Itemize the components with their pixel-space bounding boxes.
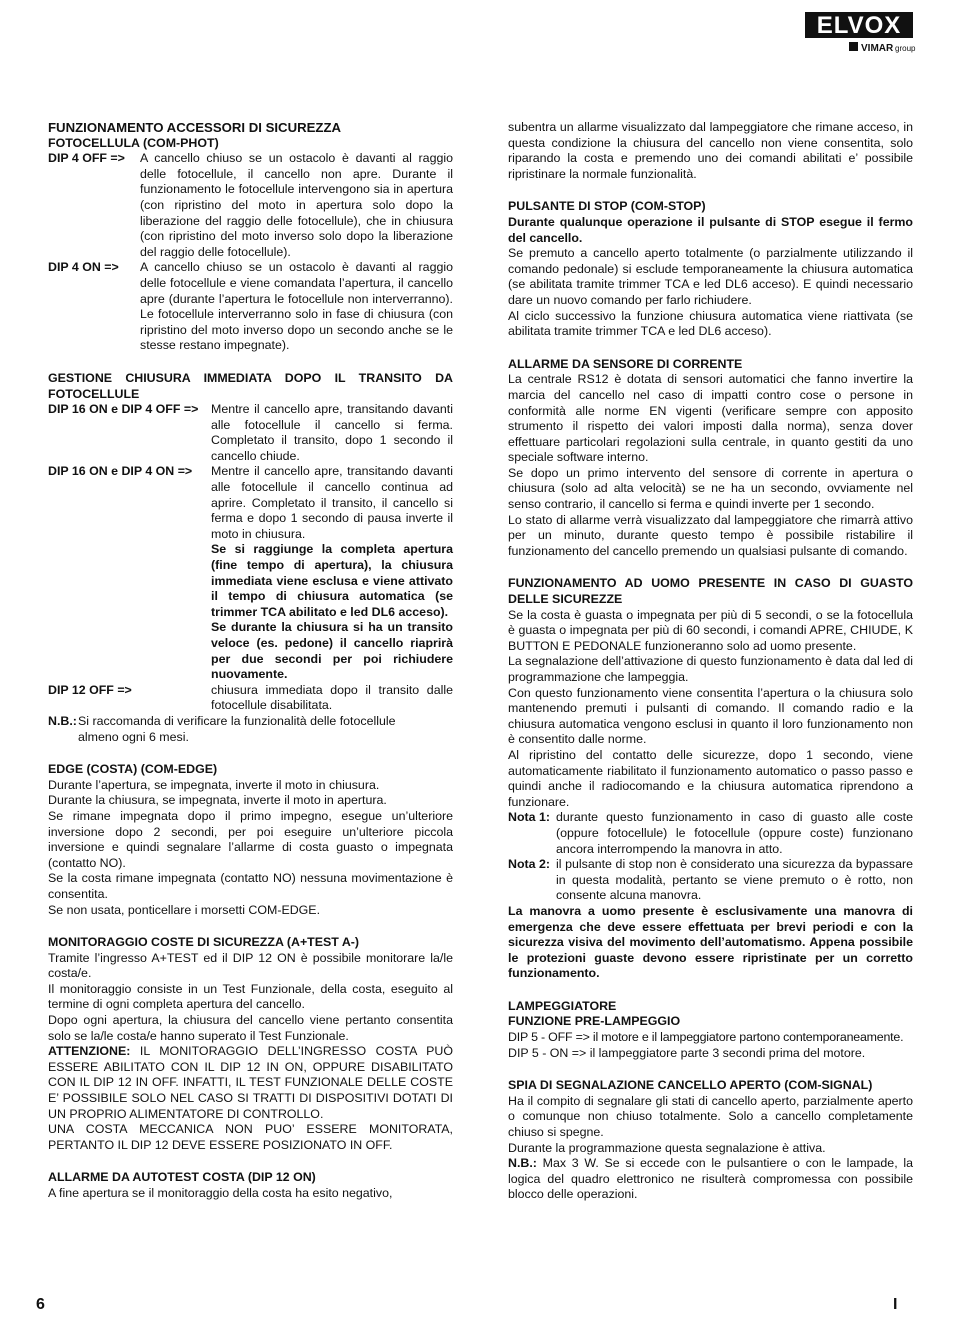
stop-p1: Se premuto a cancello aperto totalmente (o parzialmente utilizzando il comando pedonale) si esclude temporaneamente la chiusura automatica (se abilitata tramite trimmer TCA e led DL6 acceso). E quindi necessario dare un nuovo comando per farlo richiudere.: [508, 246, 913, 307]
uomo-presente-heading: FUNZIONAMENTO AD UOMO PRESENTE IN CASO DI GUASTO DELLE SICUREZZE: [508, 576, 913, 607]
dip4-off-label: DIP 4 OFF =>: [48, 151, 125, 166]
fotocellula-heading: FOTOCELLULA (COM-PHOT): [48, 135, 219, 150]
page-language: I: [893, 1296, 898, 1313]
monitoraggio-p5: UNA COSTA MECCANICA NON PUO’ ESSERE MONITORATA, PERTANTO IL DIP 12 DEVE ESSERE POSIZIONATO IN OFF.: [48, 1122, 453, 1152]
spia-nb-text: Max 3 W. Se si eccede con le pulsantiere o con le lampade, la logica del quadro elettronico ne risulterà compromessa con possibile blocco delle operazioni.: [508, 1156, 913, 1202]
nota2-text: il pulsante di stop non è considerato una sicurezza da bypassare in questa modalità, pertanto se viene premuto o è rotto, non consente alcuna manovra.: [556, 857, 913, 903]
nb-text-2: almeno ogni 6 mesi.: [78, 729, 189, 744]
allarme-autotest-heading: ALLARME DA AUTOTEST COSTA (DIP 12 ON): [48, 1170, 316, 1185]
elvox-vimar-logo: [805, 10, 916, 56]
spia-p1: Ha il compito di segnalare gli stati di cancello aperto, parzialmente aperto o comunque non chiuso totalmente. Solo a cancello completamente chiuso si spegne.: [508, 1093, 913, 1140]
logo-vimar-text: VIMAR: [861, 43, 894, 54]
attenzione-label: ATTENZIONE:: [48, 1044, 131, 1059]
right-column: [508, 120, 913, 1203]
left-column: [48, 120, 453, 1202]
nb-label: N.B.:: [48, 713, 77, 728]
allarme-corrente-p1: La centrale RS12 è dotata di sensori automatici che fanno invertire la marcia del cancello nel caso di impatti contro cose o persone in conformità alle norme EN vigenti (verificare sempre con apposito strumento il rispetto dei valori imposti dalla norma), senza dover effettuare particolari regolazioni sulla centrale, in quanto gestiti da uno speciale software interno.: [508, 372, 913, 465]
logo-group-text: group: [895, 44, 916, 53]
uomo-presente-bold: La manovra a uomo presente è esclusivamente una manovra di emergenza che deve essere effettuata per brevi periodi e con la sicurezza visiva del movimento dell’automatismo. Appena possibile le protezioni guaste devono essere ripristinate per un corretto funzionamento.: [508, 903, 913, 981]
spia-heading: SPIA DI SEGNALAZIONE CANCELLO APERTO (COM-SIGNAL): [508, 1078, 873, 1093]
monitoraggio-p2: Il monitoraggio consiste in un Test Funzionale, della costa, eseguito al termine di ogni completa apertura del cancello.: [48, 981, 453, 1012]
stop-bold: Durante qualunque operazione il pulsante di STOP esegue il fermo del cancello.: [508, 214, 913, 245]
dip16on-dip4off-text: Mentre il cancello apre, transitando davanti alle fotocellule il cancello si ferma. Completato il transito, dopo 1 secondo il cancello chiude.: [211, 402, 453, 463]
nb-text: Si raccomanda di verificare la funzionalità delle fotocellule: [78, 713, 396, 728]
allarme-corrente-p3: Lo stato di allarme verrà visualizzato dal lampeggiatore che rimarrà attivo per un minuto, durante questo tempo è possibile ristabilire il funzionamento del cancello premendo un qualsiasi pulsante di comando.: [508, 512, 913, 558]
dip4-on-label: DIP 4 ON =>: [48, 260, 119, 275]
edge-p4: Se la costa rimane impegnata (contatto NO) nessuna movimentazione è consentita.: [48, 871, 453, 901]
lampeggiatore-p1: DIP 5 - OFF => il motore e il lampeggiatore partono contemporaneamente.: [508, 1030, 904, 1045]
allarme-corrente-p2: Se dopo un primo intervento del sensore di corrente in apertura o chiusura (solo ad alta velocità) se ne ha un secondo, ovviamente nel senso contrario, il cancello si ferma e quindi inverte per 1 secondo.: [508, 465, 913, 512]
dip16on-dip4off-row: [48, 402, 453, 464]
allarme-corrente-heading: ALLARME DA SENSORE DI CORRENTE: [508, 356, 743, 371]
attenzione-text: IL MONITORAGGIO DELL’INGRESSO COSTA PUÒ ESSERE ABILITATO CON IL DIP 12 IN ON, OPPURE DISABILITATO CON IL DIP 12 IN OFF. INFATTI, IL TEST FUNZIONALE DELLE COSTE E’ POSSIBILE SOLO NEL CASO SI TRATTI DI DISPOSITIVI DOTATI DI UN PROPRIO ALIMENTATORE DI CONTROLLO.: [48, 1044, 453, 1121]
spia-p2: Durante la programmazione questa segnalazione è attiva.: [508, 1140, 826, 1155]
edge-p3: Se rimane impegnata dopo il primo impegno, esegue un’ulteriore inversione dopo 2 secondi, per poi eseguire un’ulteriore piccola inversione e quindi segnalare l’allarme di costa guasto o impegnata (contatto NO).: [48, 808, 453, 870]
dip4-on-row: [48, 260, 453, 354]
nota2-label: Nota 2:: [508, 857, 550, 872]
nota1-label: Nota 1:: [508, 810, 550, 825]
dip12-off-row: [48, 683, 453, 714]
uomo-presente-p2: La segnalazione dell’attivazione di questo funzionamento è data dal led di programmazione che lampeggia.: [508, 654, 913, 684]
nb-row: [48, 714, 453, 730]
gestione-heading: GESTIONE CHIUSURA IMMEDIATA DOPO IL TRANSITO DA FOTOCELLULE: [48, 370, 453, 401]
dip4-off-row: [48, 151, 453, 260]
monitoraggio-p1: Tramite l’ingresso A+TEST ed il DIP 12 ON è possibile monitorare la/le costa/e.: [48, 950, 453, 981]
monitoraggio-heading: MONITORAGGIO COSTE DI SICUREZZA (A+TEST A-): [48, 935, 360, 950]
dip4-off-text: A cancello chiuso se un ostacolo è davanti al raggio delle fotocellule, il cancello non apre. Durante il funzionamento le fotocellule intervengono sia in apertura (con ripristino del moto in apertura solo dopo la liberazione del raggio delle fotocellule), che in chiusura (con ripristino del moto inverso solo dopo la liberazione del raggio delle fotocellule).: [140, 151, 453, 259]
nota1-text: durante questo funzionamento in caso di guasto alle coste (oppure fotocellule) le fotocellule (oppure coste) funzionano ancora interrompendo la manovra in atto.: [556, 810, 913, 856]
edge-p5: Se non usata, ponticellare i morsetti COM-EDGE.: [48, 902, 321, 917]
lampeggiatore-heading: LAMPEGGIATORE: [508, 998, 617, 1013]
uomo-presente-p4: Al ripristino del contatto delle sicurezze, dopo 1 secondo, viene automaticamente riabilitato il funzionamento automatico o passo passo e quindi anche il radiocomando e la chiusura automatica riprendono a funzionare.: [508, 747, 913, 809]
attenzione-paragraph: [48, 1044, 453, 1122]
section-title: FUNZIONAMENTO ACCESSORI DI SICUREZZA: [48, 120, 342, 135]
logo-brand-text: ELVOX: [816, 12, 902, 39]
stop-p2: Al ciclo successivo la funzione chiusura automatica viene riattivata (se abilitata tramite trimmer TCA e led DL6 acceso).: [508, 308, 913, 339]
dip16on-dip4on-label: DIP 16 ON e DIP 4 ON =>: [48, 464, 193, 479]
allarme-autotest-p1: A fine apertura se il monitoraggio della costa ha esito negativo,: [48, 1186, 393, 1200]
pre-lampeggio-heading: FUNZIONE PRE-LAMPEGGIO: [508, 1014, 681, 1029]
dip16on-dip4off-label: DIP 16 ON e DIP 4 OFF =>: [48, 402, 199, 417]
gestione-bold-1: Se si raggiunge la completa apertura (fine tempo di apertura), la chiusura immediata viene esclusa e viene attivato il tempo di chiusura automatica (se trimmer TCA abilitato e led DL6 acceso).: [211, 542, 453, 619]
dip16on-dip4on-row: [48, 464, 453, 682]
dip12-off-label: DIP 12 OFF =>: [48, 682, 132, 697]
right-intro: subentra un allarme visualizzato dal lampeggiatore che rimane acceso, in questa condizione la chiusura del cancello non viene consentita, solo riparando la costa e premendo uno dei comandi abilitati e’ possibile ripristinare la normale funzionalità.: [508, 120, 913, 181]
spia-nb-label: N.B.:: [508, 1156, 537, 1171]
gestione-bold-2: Se durante la chiusura si ha un transito veloce (es. pedone) il cancello riaprirà per due secondi per poi richiudere nuovamente.: [211, 620, 453, 682]
uomo-presente-p1: Se la costa è guasta o impegnata per più di 5 secondi, o se la fotocellula è guasta o impegnata per più di 60 secondi, i comandi APRE, CHIUDE, K BUTTON E PEDONALE funzioneranno solo ad uomo presente.: [508, 607, 913, 653]
edge-p2: Durante la chiusura, se impegnata, inverte il moto in apertura.: [48, 793, 387, 808]
edge-heading: EDGE (COSTA) (COM-EDGE): [48, 762, 218, 777]
stop-heading: PULSANTE DI STOP (COM-STOP): [508, 199, 706, 214]
page-number: 6: [36, 1296, 45, 1313]
nota1-row: [508, 810, 913, 857]
dip4-on-text: A cancello chiuso se un ostacolo è davanti al raggio delle fotocellule e viene comandata l’apertura, il cancello apre (durante l’apertura le fotocellule non interverranno). Le fotocellule interverranno solo in fase di chiusura (con ripristino del moto inverso dopo un secondo anche se le stesse restano impegnate).: [140, 260, 453, 353]
lampeggiatore-p2: DIP 5 - ON => il lampeggiatore parte 3 secondi prima del motore.: [508, 1045, 866, 1060]
spia-nb-paragraph: [508, 1156, 913, 1203]
dip12-off-text: chiusura immediata dopo il transito dalle fotocellule disabilitata.: [211, 682, 453, 713]
monitoraggio-p3: Dopo ogni apertura, la chiusura del cancello viene pertanto consentita solo se la/le costa/e hanno superato il Test Funzionale.: [48, 1013, 453, 1043]
dip16on-dip4on-text: Mentre il cancello apre, transitando davanti alle fotocellule il cancello continua ad aprire. Completato il transito, il cancello si ferma e dopo 1 secondo di pausa inverte il moto in chiusura.: [211, 464, 453, 541]
edge-p1: Durante l’apertura, se impegnata, inverte il moto in chiusura.: [48, 777, 380, 792]
uomo-presente-p3: Con questo funzionamento viene consentita l’apertura o la chiusura solo mantenendo premuti i pulsanti di comando. Il comando radio e la chiusura automatica vengono esclusi in quanto il loro funzionamento non è consentito dalle norme.: [508, 685, 913, 747]
nota2-row: [508, 857, 913, 904]
